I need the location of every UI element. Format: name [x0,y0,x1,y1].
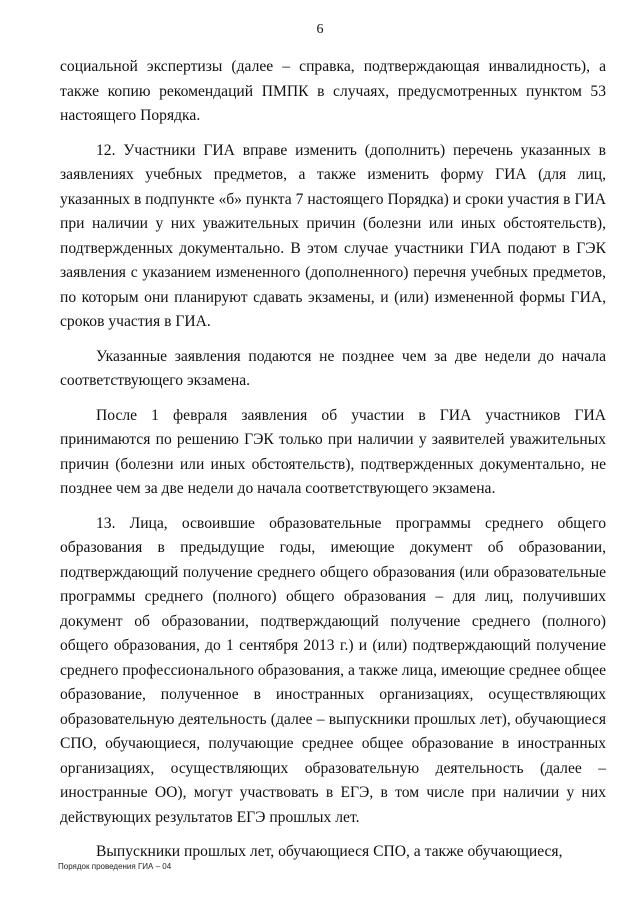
page-footer: Порядок проведения ГИА – 04 [58,862,172,871]
paragraph-applications-deadline: Указанные заявления подаются не позднее чем за две недели до начала соответствующего экзамена. [60,347,606,389]
paragraph-continuation: социальной экспертизы (далее – справка, подтверждающая инвалидность), а также копию рекомендаций ПМПК в случаях, предусмотренных пунктом 53 настоящего Порядка. [60,58,606,124]
paragraph-item-13: 13. Лица, освоившие образовательные программы среднего общего образования в предыдущие годы, имеющие документ об образовании, подтверждающий получение среднего общего образования (или образовательные программы среднего (полного) общего образования – для лиц, получивших документ об образовании, подтверждающий получение среднего (полного) общего образования, до 1 сентября 2013 г.) и (или) подтверждающий получение среднего профессионального образования, а также лица, имеющие среднее общее образование, полученное в иностранных организациях, осуществляющих образовательную деятельность (далее – выпускники прошлых лет), обучающиеся СПО, обучающиеся, получающие среднее общее образование в иностранных организациях, осуществляющих образовательную деятельность (далее – иностранные ОО), могут участвовать в ЕГЭ, в том числе при наличии у них действующих результатов ЕГЭ прошлых лет. [60,514,606,826]
page-number: 6 [316,22,324,37]
paragraph-after-february: После 1 февраля заявления об участии в ГИА участников ГИА принимаются по решению ГЭК только при наличии у заявителей уважительных причин (болезни или иных обстоятельств), подтвержденных документально, не позднее чем за две недели до начала соответствующего экзамена. [60,406,606,497]
document-body [60,55,606,865]
paragraph-graduates: Выпускники прошлых лет, обучающиеся СПО, а также обучающиеся, [96,843,563,860]
paragraph-item-12: 12. Участники ГИА вправе изменить (дополнить) перечень указанных в заявлениях учебных предметов, а также изменить форму ГИА (для лиц, указанных в подпункте «б» пункта 7 настоящего Порядка) и сроки участия в ГИА при наличии у них уважительных причин (болезни или иных обстоятельств), подтвержденных документально. В этом случае участники ГИА подают в ГЭК заявления с указанием измененного (дополненного) перечня учебных предметов, по которым они планируют сдавать экзамены, и (или) измененной формы ГИА, сроков участия в ГИА. [60,141,606,330]
